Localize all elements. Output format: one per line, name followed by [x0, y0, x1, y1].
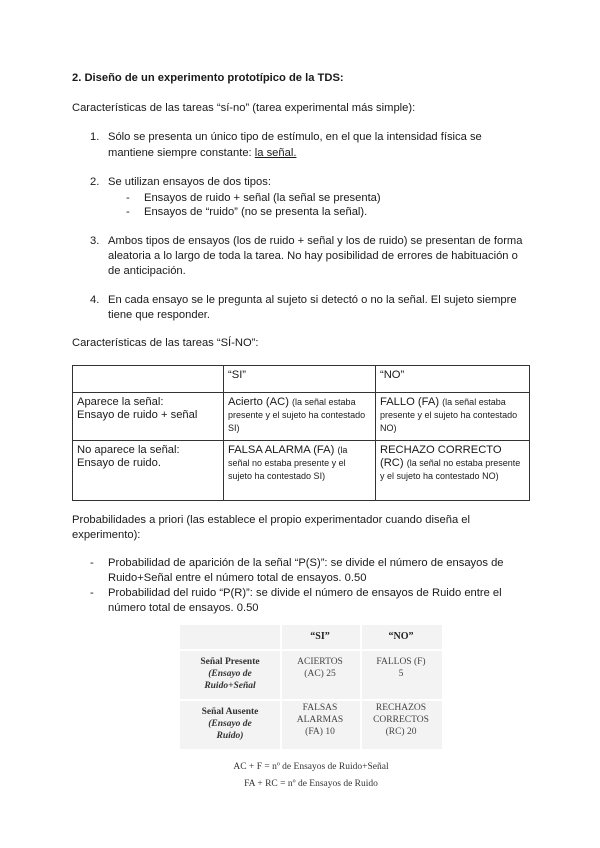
figure-aciertos-label: ACIERTOS — [297, 657, 343, 667]
cell-rechazo-correcto — [376, 441, 530, 501]
prob-intro-2: experimento): — [72, 529, 141, 541]
cell-acierto-note: (la señal estaba presente y el sujeto ha contestado SI) — [228, 397, 366, 433]
item-2-sub-2: Ensayos de “ruido” (no se presenta la señal). — [144, 206, 368, 218]
item-3-line3: de anticipación. — [108, 265, 186, 277]
item-3-number: 3. — [90, 235, 100, 247]
figure-row1-title: Señal Presente — [200, 657, 260, 667]
row-noise-label — [73, 441, 224, 501]
item-2-dash-1: - — [126, 192, 130, 204]
figure-row2-title: Señal Ausente — [201, 707, 259, 717]
item-2-sub-1: Ensayos de ruido + señal (la señal se presenta) — [144, 192, 381, 204]
table-header-no: “NO” — [376, 366, 530, 393]
cell-falsa-alarma — [224, 441, 376, 501]
item-1-line2 — [108, 147, 296, 159]
figure-header-no: “NO” — [388, 631, 414, 642]
prob-1-dash: - — [90, 557, 94, 569]
figure-divider-h1 — [180, 649, 442, 651]
figure-rechazos-label-2: CORRECTOS — [373, 715, 429, 725]
figure-fallos-label: FALLOS (F) — [376, 657, 426, 667]
item-4-number: 4. — [90, 294, 100, 306]
figure-row2-sub1 — [180, 719, 280, 730]
item-3-line2: aleatoria a lo largo de toda la tarea. No hay posibilidad de errores de habituación o — [108, 250, 518, 262]
figure-divider-h2 — [180, 699, 442, 701]
figure-rechazos-value: (RC) 20 — [385, 727, 417, 737]
figure-rechazos-label-1: RECHAZOS — [375, 703, 427, 713]
prob-2-dash: - — [90, 587, 94, 599]
figure-row1-sub2 — [180, 681, 280, 692]
item-1-number: 1. — [90, 131, 100, 143]
figure-aciertos-value: (AC) 25 — [304, 669, 336, 679]
item-1-line1: Sólo se presenta un único tipo de estímulo, en el que la intensidad física se — [108, 131, 482, 143]
figure-falsas-label-1: FALSAS — [302, 703, 338, 713]
row-noise-label-b: Ensayo de ruido. — [77, 457, 161, 469]
figure-row1-sub1-text: (Ensayo de — [208, 669, 252, 679]
cell-fallo-main: FALLO (FA) — [380, 396, 443, 408]
figure-row1-sub1 — [180, 669, 280, 680]
figure-header-si: “SI” — [310, 631, 330, 642]
prob-2-line1: Probabilidad del ruido “P(R)”: se divide el número de ensayos de Ruido entre el — [108, 587, 502, 599]
item-4-line2: tiene que responder. — [108, 309, 211, 321]
item-1-line2-text: mantiene siempre constante: — [108, 147, 255, 159]
figure-row2-sub1-text: (Ensayo de — [208, 719, 252, 729]
response-table — [72, 365, 530, 501]
item-3-line1: Ambos tipos de ensayos (los de ruido + señal y los de ruido) se presentan de forma — [108, 235, 523, 247]
cell-falsa-alarma-note: (la señal no estaba presente y el sujeto ha contestado SI) — [228, 445, 348, 481]
prob-1-line1: Probabilidad de aparición de la señal “P(S)”: se divide el número de ensayos de — [108, 557, 504, 569]
prob-intro-1: Probabilidades a priori (las establece el propio experimentador cuando diseña el — [72, 514, 471, 526]
cell-acierto-main: Acierto (AC) — [228, 396, 293, 408]
section-title: 2. Diseño de un experimento prototípico de la TDS: — [72, 72, 344, 84]
cell-rechazo-note: (la señal no estaba presente y el sujeto ha contestado NO) — [380, 458, 521, 481]
cell-fallo — [376, 393, 530, 441]
figure-fallos-value: 5 — [398, 669, 404, 679]
cell-falsa-alarma-main: FALSA ALARMA (FA) — [228, 444, 338, 456]
row-noise-label-a: No aparece la señal: — [77, 444, 180, 456]
figure-falsas-value: (FA) 10 — [305, 727, 335, 737]
intro-text: Características de las tareas “sí-no” (tarea experimental más simple): — [72, 102, 416, 114]
item-2-number: 2. — [90, 176, 100, 188]
table-header-empty — [73, 366, 224, 393]
item-2-line1: Se utilizan ensayos de dos tipos: — [108, 176, 271, 188]
figure-falsas-label-2: ALARMAS — [296, 715, 344, 725]
figure-row1-sub2-text: Ruido+Señal — [204, 681, 256, 691]
prob-1-line2: Ruido+Señal entre el número total de ensayos. 0.50 — [108, 572, 367, 584]
figure-row2-sub2 — [180, 731, 280, 742]
prob-2-line2: número total de ensayos. 0.50 — [108, 602, 259, 614]
example-figure — [180, 625, 442, 749]
table-caption: Características de las tareas “SÍ-NO”: — [72, 337, 259, 349]
item-1-underlined: la señal. — [254, 147, 297, 159]
formula-noise: FA + RC = nº de Ensayos de Ruido — [244, 779, 378, 789]
formula-signal: AC + F = nº de Ensayos de Ruido+Señal — [233, 762, 389, 772]
cell-rechazo-main: RECHAZO CORRECTO (RC) — [380, 444, 502, 469]
figure-row2-sub2-text: Ruido) — [216, 731, 244, 741]
item-4-line1: En cada ensayo se le pregunta al sujeto si detectó o no la señal. El sujeto siempre — [108, 294, 517, 306]
cell-acierto — [224, 393, 376, 441]
item-2-dash-2: - — [126, 206, 130, 218]
cell-fallo-note: (la señal estaba presente y el sujeto ha contestado NO) — [380, 397, 518, 433]
row-signal-label — [73, 393, 224, 441]
row-signal-label-a: Aparece la señal: — [77, 396, 164, 408]
row-signal-label-b: Ensayo de ruido + señal — [77, 409, 198, 421]
table-header-si: “SI” — [224, 366, 376, 393]
